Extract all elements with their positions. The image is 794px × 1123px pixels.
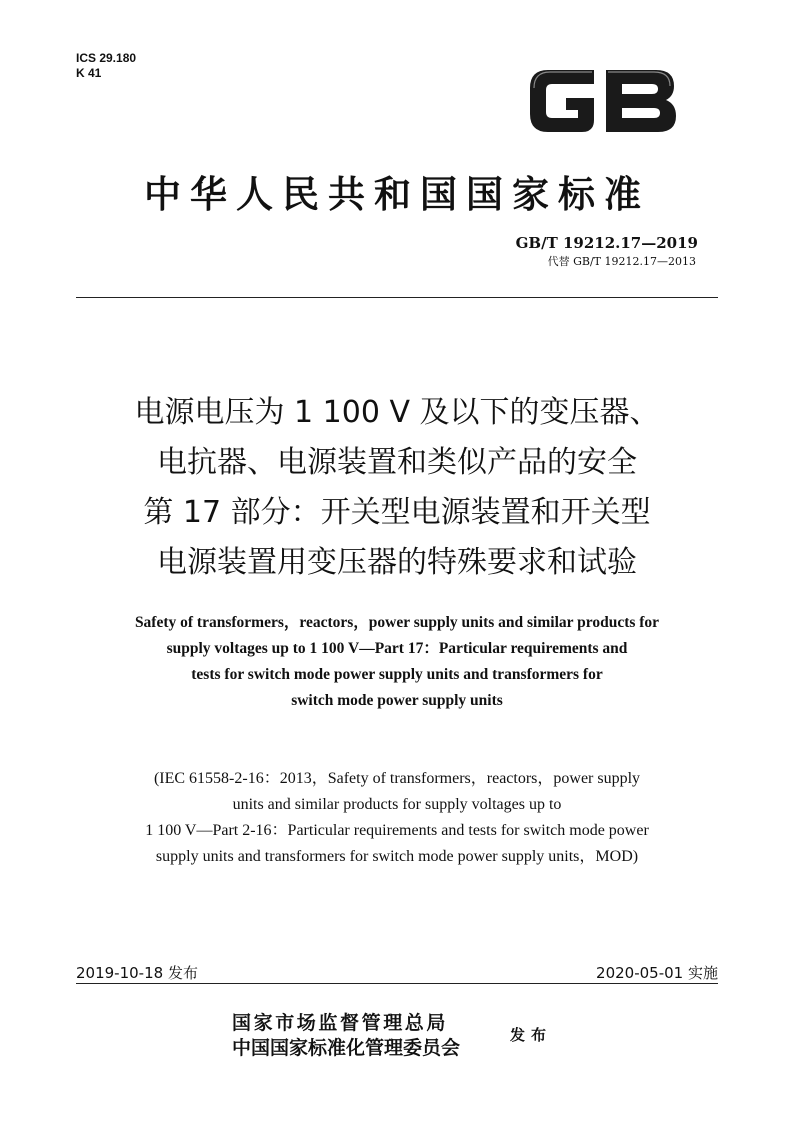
english-title-line: Safety of transformers，reactors，power supply units and similar products for: [134, 614, 660, 631]
chinese-title-line: 电抗器、电源装置和类似产品的安全: [157, 445, 637, 480]
chinese-title: [40, 388, 754, 588]
implementation-date: 2020-05-01 实施: [596, 964, 718, 982]
iec-note-line: supply units and transformers for switch mode power supply units，MOD): [155, 848, 639, 865]
publication-date: 2019-10-18 发布: [76, 964, 198, 982]
iec-note-line: 1 100 V—Part 2-16：Particular requirements and tests for switch mode power: [145, 822, 649, 839]
top-divider: [76, 297, 718, 298]
gb-logo: [522, 58, 682, 144]
issuing-authorities: [232, 1011, 460, 1061]
classification-codes: [76, 51, 136, 81]
iec-note-line: (IEC 61558-2-16：2013，Safety of transformers，reactors，power supply: [153, 770, 641, 787]
english-title-line: supply voltages up to 1 100 V—Part 17：Particular requirements and: [166, 640, 628, 657]
iec-note-line: units and similar products for supply voltages up to: [232, 796, 562, 813]
iec-equivalence-note: [40, 766, 754, 870]
ics-code: ICS 29.180: [76, 51, 137, 65]
english-title: [50, 610, 744, 714]
bottom-divider: [76, 983, 718, 984]
replaces-standard: 代替 GB/T 19212.17—2013: [547, 255, 696, 268]
ccs-code: K 41: [76, 66, 102, 80]
english-title-line: switch mode power supply units: [291, 692, 503, 709]
chinese-title-line: 电源装置用变压器的特殊要求和试验: [157, 545, 637, 580]
issuer-samr: 国家市场监督管理总局: [232, 1012, 449, 1034]
chinese-title-line: 电源电压为 1 100 V 及以下的变压器、: [134, 395, 660, 430]
english-title-line: tests for switch mode power supply units and transformers for: [191, 666, 603, 683]
country-standard-title: 中华人民共和国国家标准: [144, 173, 650, 216]
chinese-title-line: 第 17 部分：开关型电源装置和开关型: [143, 495, 651, 530]
issuer-sac: 中国国家标准化管理委员会: [232, 1037, 461, 1059]
issue-label: 发布: [510, 1026, 553, 1044]
standard-number: GB/T 19212.17—2019: [515, 234, 698, 252]
